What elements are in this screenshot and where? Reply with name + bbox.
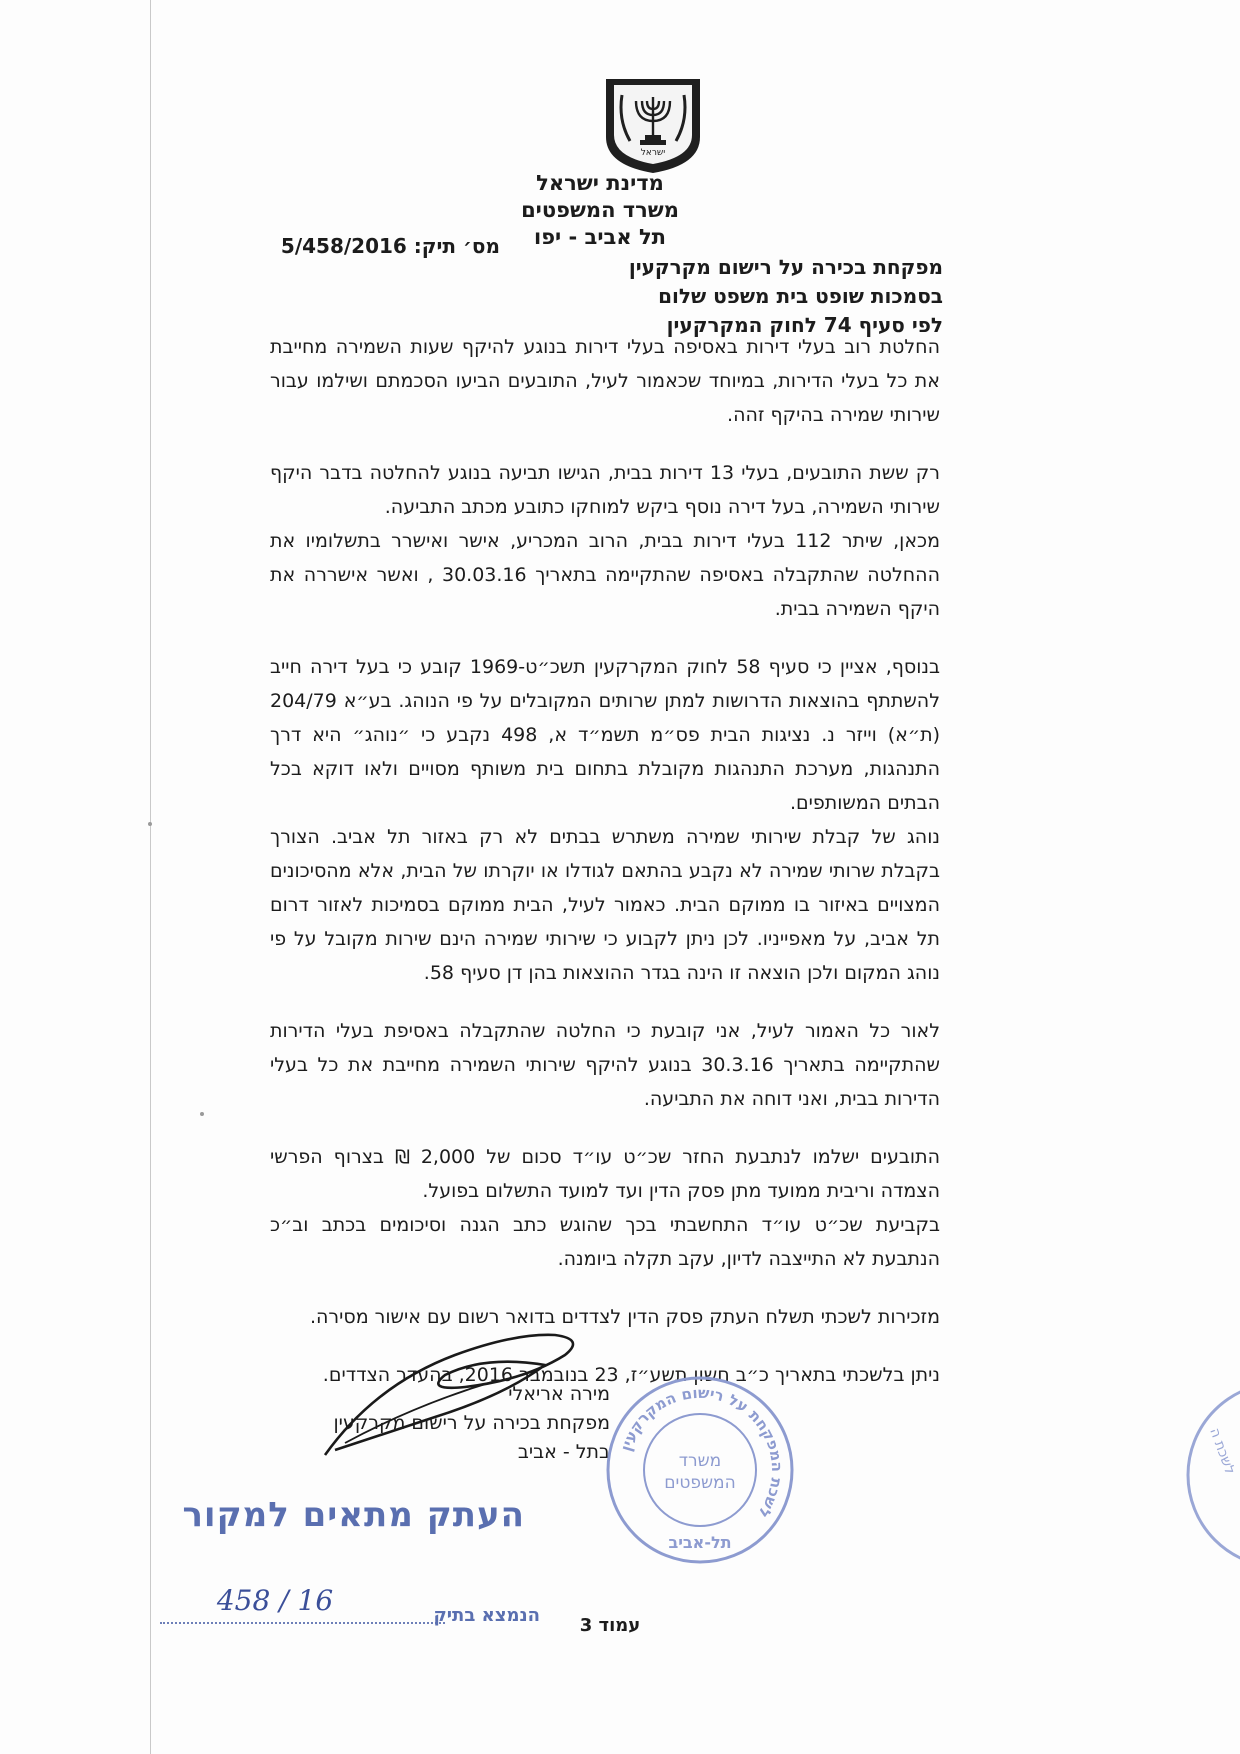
- file-note-handwriting: 458 / 16: [216, 1584, 334, 1617]
- paragraph-given-date: ניתן בלשכתי בתאריך כ״ב חשון תשע״ז, 23 בנובמבר 2016, בהעדר הצדדים.: [322, 1364, 940, 1386]
- scan-speck: [200, 1112, 204, 1116]
- paragraph-ruling: לאור כל האמור לעיל, אני קובעת כי החלטה שהתקבלה באסיפת בעלי הדירות שהתקיימה בתאריך 30.3.16 בנוגע להיקף שירותי השמירה מחייבת את כל בעלי הדירות בבית, ואני דוחה את התביעה.: [270, 1020, 940, 1110]
- paragraph-custom: נוהג של קבלת שירותי שמירה משתרש בבתים לא רק באזור תל אביב. הצורך בקבלת שרותי שמירה לא נקבע בהתאם לגודלו או יוקרתו של הבית, אלא מהסיכונים המצויים באיזור בו ממוקם הבית. כאמור לעיל, הבית ממוקם בסמיכות לאזור דרום תל אביב, על מאפייניו. לכן ניתן לקבוע כי שירותי שמירה הינם שירות מקובל על פי נוהג המקום ולכן הוצאה זו הינה בגדר ההוצאות בהן דן סעיף 58.: [270, 826, 940, 984]
- registrar-line-1: מפקחת בכירה על רישום מקרקעין: [628, 255, 943, 279]
- signer-name: מירה אריאלי: [508, 1383, 610, 1405]
- partial-stamp-text: לשכת ה: [1206, 1425, 1238, 1477]
- signer-location: בתל - אביב: [517, 1441, 610, 1463]
- office-stamp: [600, 1370, 800, 1570]
- file-note-dotted-line: [160, 1622, 445, 1624]
- ministry-header: [480, 170, 720, 251]
- file-number: מס׳ תיק: 5/458/2016: [280, 234, 500, 258]
- stamp-bottom-text: תל-אביב: [668, 1533, 732, 1552]
- partial-edge-stamp: [1180, 1370, 1240, 1580]
- paragraph-costs-reasoning: בקביעת שכ״ט עו״ד התחשבתי בכך שהוגש כתב הגנה וסיכומים בכתב וב״כ הנתבעת לא התייצבה לדיון, עקב תקלה ביומנה.: [270, 1214, 940, 1270]
- decision-body: [270, 330, 940, 1416]
- registrar-title-block: [343, 253, 943, 340]
- scan-speck: [148, 822, 152, 826]
- true-copy-stamp: העתק מתאים למקור: [182, 1495, 525, 1535]
- paragraph-majority-decision: החלטת רוב בעלי דירות באסיפה בעלי דירות בנוגע להיקף שעות השמירה מחייבת את כל בעלי הדירות, במיוחד שכאמור לעיל, התובעים הביעו הסכמתם ושילמו עבור שירותי שמירה בהיקף זהה.: [270, 336, 940, 426]
- page-number: עמוד 3: [579, 1615, 641, 1636]
- ministry-name: משרד המשפטים: [521, 198, 679, 222]
- signer-title: מפקחת בכירה על רישום מקרקעין: [333, 1412, 610, 1434]
- signature-block: [300, 1380, 610, 1467]
- scan-fold-line: [150, 0, 151, 1754]
- registrar-line-3: לפי סעיף 74 לחוק המקרקעין: [666, 313, 943, 337]
- registrar-line-2: בסמכות שופט בית משפט שלום: [658, 284, 943, 308]
- paragraph-section-58: בנוסף, אציין כי סעיף 58 לחוק המקרקעין תשכ״ט-1969 קובע כי בעל דירה חייב להשתתף בהוצאות הדרושות למתן שרותים המקובלים על פי הנוהג. בע״א 204/79 (ת״א) וייזר נ. נציגות הבית פס״מ תשמ״ד א, 498 נקבע כי ״נוהג״ היא דרך התנהגות, מערכת התנהגות מקובלת בתחום בית משותף מסויים ולאו דוקא בכל הבתים המשותפים.: [270, 656, 940, 814]
- emblem-text: ישראל: [640, 148, 666, 158]
- city-name: תל אביב - יפו: [534, 225, 666, 249]
- handwritten-file-number: [190, 1580, 360, 1620]
- state-emblem-icon: [600, 75, 706, 175]
- paragraph-remaining-owners: מכאן, שיתר 112 בעלי דירות בבית, הרוב המכריע, אישר ואישרר בתשלומיו את ההחלטה שהתקבלה באסיפה שהתקיימה בתאריך 30.03.16 , ואשר אישררה את היקף השמירה בבית.: [270, 530, 940, 620]
- paragraph-costs: התובעים ישלמו לנתבעת החזר שכ״ט עו״ד סכום של 2,000 ₪ בצרוף הפרשי הצמדה וריבית ממועד מתן פסק הדין ועד למועד התשלום בפועל.: [270, 1146, 940, 1202]
- paragraph-secretariat: מזכירות לשכתי תשלח העתק פסק הדין לצדדים בדואר רשום עם אישור מסירה.: [309, 1306, 940, 1328]
- file-note-label: הנמצא בתיק: [433, 1605, 540, 1626]
- file-note: [160, 1580, 540, 1630]
- stamp-center-line-2: המשפטים: [664, 1473, 736, 1493]
- state-name: מדינת ישראל: [536, 171, 664, 195]
- stamp-center-line-1: משרד: [678, 1451, 722, 1471]
- paragraph-plaintiffs: רק ששת התובעים, בעלי 13 דירות בבית, הגישו תביעה בנוגע להחלטה בדבר היקף שירותי השמירה, בעל דירה נוסף ביקש למוחקו כתובע מכתב התביעה.: [270, 462, 940, 518]
- stamp-ring-text: לשכת המפקחת על רישום המקרקעין: [616, 1383, 787, 1522]
